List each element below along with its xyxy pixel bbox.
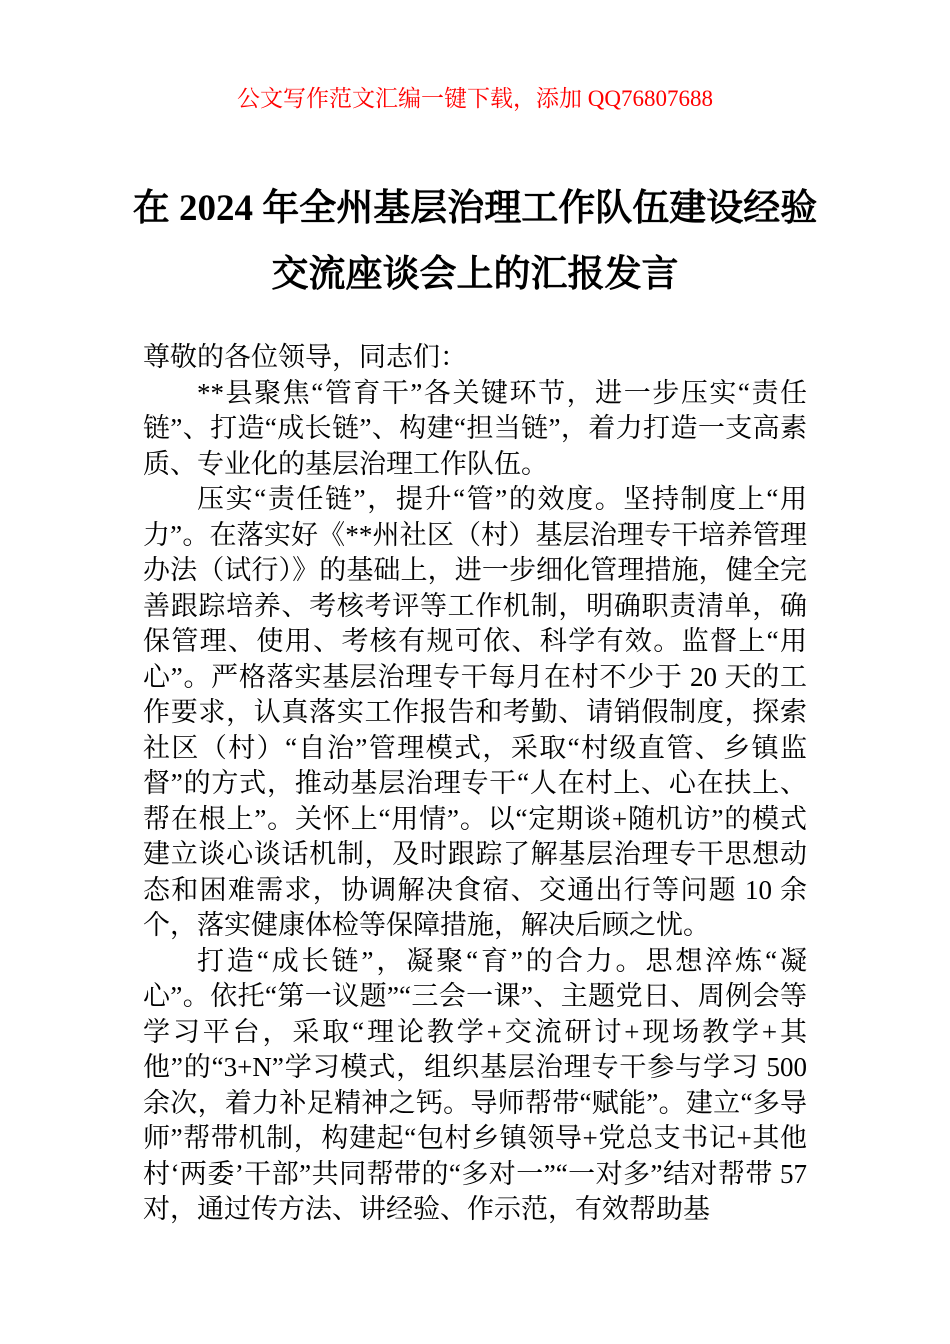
paragraph-responsibility-chain: 压实“责任链”，提升“管”的效度。坚持制度上“用力”。在落实好《**州社区（村）基层治理专干培养管理办法（试行）》的基础上，进一步细化管理措施，健全完善跟踪培养、考核考评等工作机制，明确职责清单，确保管理、使用、考核有规可依、科学有效。监督上“用心”。严格落实基层治理专干每月在村不少于 20 天的工作要求，认真落实工作报告和考勤、请销假制度，探索社区（村）“自治”管理模式，采取“村级直管、乡镇监督”的方式，推动基层治理专干“人在村上、心在扶上、帮在根上”。关怀上“用情”。以“定期谈+随机访”的模式建立谈心谈话机制，及时跟踪了解基层治理专干思想动态和困难需求，协调解决食宿、交通出行等问题 10 余个，落实健康体检等保障措施，解决后顾之忧。 [143,484,807,940]
document-body [143,340,807,1228]
paragraph-overview: **县聚焦“管育干”各关键环节，进一步压实“责任链”、打造“成长链”、构建“担当链”，着力打造一支高素质、专业化的基层治理工作队伍。 [143,377,807,479]
promo-banner-text: 公文写作范文汇编一键下载，添加 QQ76807688 [237,86,713,111]
salutation-line: 尊敬的各位领导，同志们： [143,342,467,372]
document-title-line-1: 在 2024 年全州基层治理工作队伍建设经验 [132,188,818,229]
document-title-line-2: 交流座谈会上的汇报发言 [271,254,679,295]
document-title [120,176,830,308]
paragraph-growth-chain: 打造“成长链”，凝聚“育”的合力。思想淬炼“凝心”。依托“第一议题”“三会一课”、主题党日、周例会等学习平台，采取“理论教学+交流研讨+现场教学+其他”的“3+N”学习模式，组织基层治理专干参与学习 500 余次，着力补足精神之钙。导师帮带“赋能”。建立“多导师”帮带机制，构建起“包村乡镇领导+党总支书记+其他村‘两委’干部”共同帮带的“多对一”“一对多”结对帮带 57 对，通过传方法、讲经验、作示范，有效帮助基 [143,945,807,1224]
